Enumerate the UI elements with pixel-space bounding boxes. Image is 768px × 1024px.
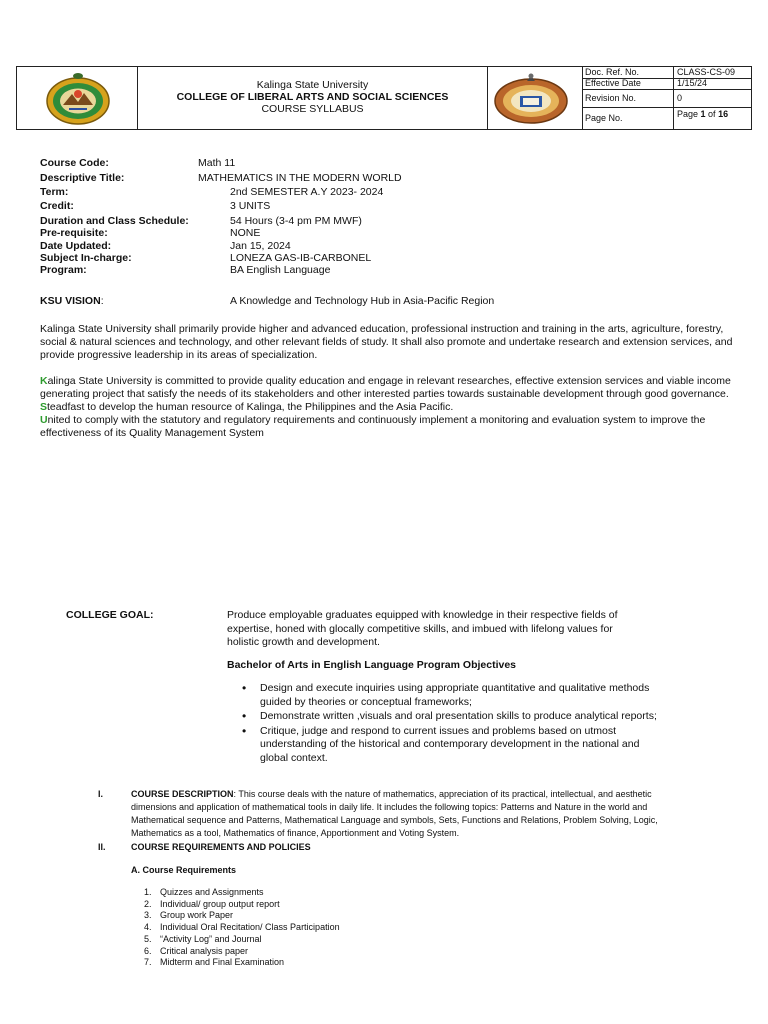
college-goal-label: COLLEGE GOAL:	[66, 609, 154, 621]
course-info-label: Program:	[40, 264, 87, 276]
course-description-colon: :	[233, 789, 237, 799]
section-2-heading: COURSE REQUIREMENTS AND POLICIES	[131, 842, 311, 852]
header-divider	[673, 67, 674, 129]
course-info-value: 2nd SEMESTER A.Y 2023- 2024	[230, 186, 384, 198]
value-letter: S	[40, 401, 48, 413]
requirement-item	[144, 910, 340, 922]
requirement-number: 4.	[144, 922, 152, 933]
requirement-item	[144, 887, 340, 899]
page-current: 1	[700, 109, 706, 119]
requirement-number: 5.	[144, 933, 152, 944]
vision-label	[40, 295, 104, 307]
section-2-numeral: II.	[98, 842, 106, 852]
effective-date-label: Effective Date	[585, 78, 641, 88]
vision-text: A Knowledge and Technology Hub in Asia-Pacific Region	[230, 295, 495, 307]
course-info-label: Duration and Class Schedule:	[40, 215, 189, 227]
college-goal-text: Produce employable graduates equipped with knowledge in their respective fields of expertise, honed with glocally competitive skills, and imbued with lifelong values for holistic growth and development.	[227, 609, 618, 648]
course-info-label: Course Code:	[40, 157, 109, 169]
program-objectives-title: Bachelor of Arts in English Language Program Objectives	[227, 659, 517, 671]
requirement-text: Midterm and Final Examination	[160, 957, 285, 968]
requirement-number: 2.	[144, 898, 152, 909]
page-label: Page No.	[585, 113, 623, 123]
course-description-text: This course deals with the nature of mathematics, appreciation of its practical, intellectual, and aesthetic dimensions and application of mathematical tools in daily life. It includes the following topics: Patterns and Nature in the world and Mathematical sequence and Patterns, Mathematical Language and symbols, Sets, Functions and Relations, Problem Solving, Logic, Mathematics as a tool, Mathematics of finance, Apportionment and Voting System.	[131, 789, 658, 838]
course-info-label: Date Updated:	[40, 240, 112, 252]
value-text: teadfast to develop the human resource of Kalinga, the Philippines and the Asia Pacific.	[47, 401, 454, 413]
value-letter: U	[40, 414, 48, 426]
college-name: COLLEGE OF LIBERAL ARTS AND SOCIAL SCIENCES	[176, 91, 449, 103]
requirement-number: 3.	[144, 910, 152, 921]
objective-item: • Design and execute inquiries using appropriate quantitative and qualitative methods guided by theories or conceptual frameworks;	[228, 682, 660, 709]
requirement-text: Group work Paper	[160, 910, 234, 921]
ksu-values	[40, 375, 745, 440]
mission-paragraph: Kalinga State University shall primarily provide higher and advanced education, professional instruction and training in the arts, agriculture, forestry, social & natural sciences and technology, and other relevant fields of study. It shall also promote and undertake research and extension services, and provide progressive leadership in its areas of specialization.	[40, 323, 733, 361]
objective-item: • Critique, judge and respond to current issues and problems based on utmost understanding of the historical and contemporary development in the national and global context.	[228, 725, 660, 766]
course-info-value: NONE	[230, 227, 261, 239]
requirement-item	[144, 899, 340, 911]
objective-item: • Demonstrate written ,visuals and oral presentation skills to produce analytical reports;	[228, 710, 660, 724]
course-info-value: Jan 15, 2024	[230, 240, 291, 252]
college-seal-icon	[493, 72, 569, 126]
requirement-item	[144, 957, 340, 969]
requirement-text: Individual/ group output report	[160, 898, 280, 909]
course-info-value: 54 Hours (3-4 pm PM MWF)	[230, 215, 362, 227]
page-prefix: Page	[677, 109, 701, 119]
value-text: alinga State University is committed to provide quality education and engage in relevant researches, effective extension services and viable income generating project that satisfy the needs of its stakeholders and other interested parties towards sustainable development through good governance.	[40, 375, 731, 400]
header-divider	[582, 89, 751, 90]
doc-ref-value: CLASS-CS-09	[677, 67, 736, 77]
requirement-item	[144, 934, 340, 946]
revision-value: 0	[677, 93, 683, 103]
course-requirements-heading: A. Course Requirements	[131, 865, 237, 875]
requirement-text: Quizzes and Assignments	[160, 887, 264, 897]
value-letter: K	[40, 375, 48, 387]
value-s	[40, 401, 745, 414]
requirement-text: Individual Oral Recitation/ Class Participation	[160, 922, 340, 933]
course-description-heading: COURSE DESCRIPTION	[131, 789, 234, 799]
ksu-seal-icon	[45, 72, 111, 126]
doc-ref-label: Doc. Ref. No.	[585, 67, 640, 77]
course-description	[131, 788, 697, 840]
value-k	[40, 375, 745, 401]
course-info-label: Term:	[40, 186, 69, 198]
requirement-number: 7.	[144, 957, 152, 968]
requirement-item	[144, 946, 340, 958]
requirement-item	[144, 922, 340, 934]
document-type: COURSE SYLLABUS	[261, 103, 364, 115]
value-text: nited to comply with the statutory and regulatory requirements and continuously implement a monitoring and evaluation system to improve the effectiveness of its Quality Management System	[40, 414, 706, 439]
course-info-label: Descriptive Title:	[40, 172, 125, 184]
document-header	[16, 66, 752, 130]
requirement-number: 6.	[144, 945, 152, 956]
revision-label: Revision No.	[585, 93, 637, 103]
course-info-label: Subject In-charge:	[40, 252, 132, 264]
course-info-value: LONEZA GAS-IB-CARBONEL	[230, 252, 372, 264]
course-requirements-list	[144, 887, 340, 969]
header-divider	[582, 67, 583, 129]
page-number	[677, 109, 728, 120]
vision-colon: :	[100, 295, 104, 307]
section-1-numeral: I.	[98, 789, 104, 799]
header-title-block	[138, 79, 487, 115]
page-of: of	[705, 109, 719, 119]
requirement-number: 1.	[144, 887, 152, 897]
course-info-value: 3 UNITS	[230, 200, 271, 212]
vision-label-text: KSU VISION	[40, 295, 101, 307]
program-objectives-list	[228, 682, 660, 766]
course-info-label: Credit:	[40, 200, 74, 212]
header-divider	[582, 107, 751, 108]
page-total: 16	[718, 109, 729, 119]
value-u	[40, 414, 745, 440]
course-info-value: MATHEMATICS IN THE MODERN WORLD	[198, 172, 402, 184]
university-name: Kalinga State University	[256, 79, 369, 91]
effective-date-value: 1/15/24	[677, 78, 708, 88]
header-divider	[487, 67, 488, 129]
course-info-value: Math 11	[198, 157, 236, 169]
course-info-value: BA English Language	[230, 264, 331, 276]
course-info-label: Pre-requisite:	[40, 227, 108, 239]
requirement-text: Critical analysis paper	[160, 945, 249, 956]
requirement-text: “Activity Log” and Journal	[160, 933, 262, 944]
